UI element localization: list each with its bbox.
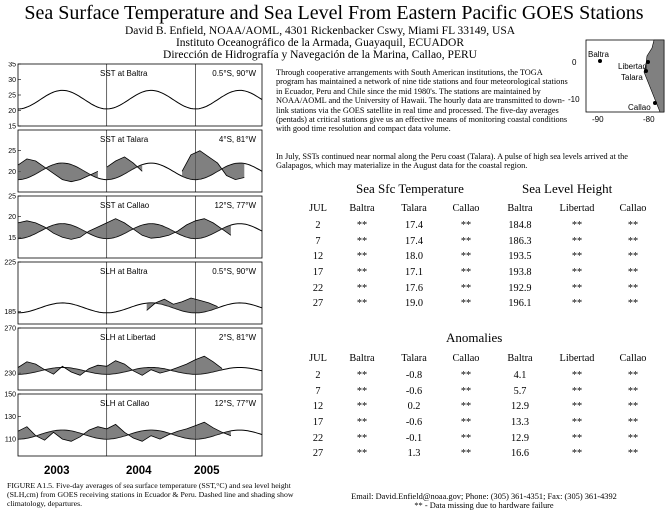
table-cell: 12 (312, 251, 324, 263)
table-cell: ** (571, 417, 583, 429)
table-cell: ** (460, 235, 472, 247)
table-cell: 1.3 (407, 448, 421, 460)
map-ytick-minus10: -10 (568, 95, 580, 104)
table-cell: 17.4 (404, 220, 424, 232)
departure-shading (107, 157, 143, 180)
table-cell: 12 (312, 401, 324, 413)
table-cell: 184.8 (508, 220, 532, 232)
table-cell: 4.1 (513, 370, 527, 382)
map-ytick-0: 0 (572, 58, 577, 67)
table-cell: ** (460, 267, 472, 279)
column-header-3: Callao (452, 202, 480, 214)
table-cell: ** (627, 385, 639, 397)
timeseries-chart (0, 62, 270, 482)
departure-shading (18, 159, 98, 182)
column-header-3: Callao (452, 352, 480, 364)
column-header-6: Callao (619, 352, 647, 364)
values-table (300, 198, 660, 312)
missing-data-note: ** - Data missing due to hardware failure (414, 501, 554, 510)
anomalies-row (300, 384, 660, 400)
table-cell: ** (627, 298, 639, 310)
map-label-callao: Callao (628, 103, 651, 112)
table-cell: ** (571, 235, 583, 247)
table-cell: ** (571, 385, 583, 397)
map-label-baltra: Baltra (588, 50, 609, 59)
column-header-4: Baltra (507, 352, 533, 364)
table-cell: 7 (315, 235, 321, 247)
table-cell: -0.1 (405, 432, 423, 444)
table-cell: ** (460, 282, 472, 294)
y-tick-label: 20 (8, 108, 16, 115)
y-tick-label: 25 (8, 148, 16, 156)
table-cell: ** (356, 235, 368, 247)
table-cell: 186.3 (508, 235, 532, 247)
anomalies-header-row (300, 348, 660, 368)
panel-label: SST at Baltra (100, 69, 148, 78)
timeseries-panels (0, 62, 270, 482)
table-cell: ** (460, 370, 472, 382)
sst-group-header: Sea Sfc Temperature (356, 181, 464, 196)
table-cell: ** (460, 385, 472, 397)
y-tick-label: 185 (4, 309, 16, 317)
column-header-6: Callao (619, 202, 647, 214)
anomalies-row (300, 446, 660, 462)
values-row (300, 234, 660, 250)
table-cell: ** (627, 235, 639, 247)
table-cell: 192.9 (508, 282, 532, 294)
panel-label: SST at Talara (100, 135, 149, 144)
panel-location: 4°S, 81°W (218, 135, 256, 144)
panel-label: SST at Callao (100, 201, 150, 210)
panel-location: 0.5°S, 90°W (212, 69, 256, 78)
table-cell: ** (356, 417, 368, 429)
y-tick-label: 15 (8, 123, 16, 131)
slh-group-header: Sea Level Height (522, 181, 613, 196)
table-cell: ** (571, 251, 583, 263)
table-cell: ** (627, 432, 639, 444)
table-cell: ** (356, 448, 368, 460)
anomalies-table (300, 348, 660, 462)
column-header-4: Baltra (507, 202, 533, 214)
map-dot-baltra (598, 59, 602, 63)
table-cell: 19.0 (404, 298, 424, 310)
values-row (300, 296, 660, 312)
map-label-libertad: Libertad (618, 62, 647, 71)
table-cell: 22 (312, 282, 324, 294)
table-cell: 12.9 (510, 401, 530, 413)
footer-contact (300, 492, 668, 510)
table-cell: 193.5 (508, 251, 532, 263)
map-dot-callao (653, 101, 657, 105)
south-america-coast (644, 40, 664, 112)
table-cell: ** (460, 432, 472, 444)
table-cell: ** (571, 220, 583, 232)
table-cell: 17 (312, 417, 324, 429)
map-xtick-minus90: -90 (592, 115, 604, 124)
values-row (300, 218, 660, 234)
y-tick-label: 15 (8, 234, 16, 242)
contact-email: Email: David.Enfield@noaa.gov; Phone: (305) 361-4351; Fax: (305) 361-4392 (351, 492, 617, 501)
column-header-2: Talara (401, 352, 427, 364)
table-cell: ** (571, 370, 583, 382)
table-cell: 196.1 (508, 298, 532, 310)
column-header-0: JUL (309, 202, 327, 214)
column-header-1: Baltra (349, 352, 375, 364)
y-tick-label: 20 (8, 214, 16, 222)
column-header-5: Libertad (559, 352, 595, 364)
intro-paragraph: Through cooperative arrangements with South American institutions, the TOGA program has maintained a network of nine tide stations and four meteorological stations in Ecuador, Peru and Chile since the mid 1980's. The stations are maintained by NOAA/AOML and the University of Hawaii. The hourly data are transmitted to down-link stations via the GOES satellite in real time and processed. The five-day averages (pentads) at critical stations give us an effective means of monitoring coastal conditions with good time resolution and compact data volume. (276, 68, 568, 134)
column-header-1: Baltra (349, 202, 375, 214)
y-tick-label: 25 (8, 193, 16, 201)
table-cell: ** (356, 385, 368, 397)
table-cell: 2 (315, 220, 321, 232)
anomalies-row (300, 430, 660, 446)
table-cell: ** (627, 220, 639, 232)
anomalies-row (300, 368, 660, 384)
table-cell: 2 (315, 370, 321, 382)
anomalies-row (300, 415, 660, 431)
table-cell: 18.0 (404, 251, 424, 263)
table-cell: ** (460, 220, 472, 232)
summary-paragraph: In July, SSTs continued near normal along the Peru coast (Talara). A pulse of high sea levels arrived at the Galapagos, which may materialize in the August data for the coastal region. (276, 152, 628, 171)
table-cell: ** (571, 448, 583, 460)
table-cell: 5.7 (513, 385, 527, 397)
map-svg (568, 38, 666, 128)
y-tick-label: 25 (8, 92, 16, 100)
map-label-talara: Talara (621, 73, 643, 82)
table-cell: ** (356, 432, 368, 444)
table-cell: ** (356, 298, 368, 310)
table-cell: 27 (312, 298, 324, 310)
column-header-0: JUL (309, 352, 327, 364)
year-label-2005: 2005 (194, 465, 220, 477)
y-tick-label: 30 (8, 77, 16, 84)
panel-label: SLH at Baltra (100, 267, 148, 276)
map-xtick-minus80: -80 (643, 115, 655, 124)
y-tick-label: 110 (4, 436, 16, 444)
table-cell: ** (627, 370, 639, 382)
table-cell: 17.6 (404, 282, 424, 294)
y-tick-label: 270 (4, 325, 16, 333)
year-label-2003: 2003 (44, 465, 70, 477)
table-cell: 27 (312, 448, 324, 460)
panel-label: SLH at Libertad (100, 333, 156, 342)
table-cell: 22 (312, 432, 324, 444)
table-cell: ** (627, 267, 639, 279)
page-title: Sea Surface Temperature and Sea Level From Eastern Pacific GOES Stations (24, 2, 644, 24)
departure-shading (18, 356, 222, 375)
y-tick-label: 230 (4, 370, 16, 378)
values-header-row (300, 198, 660, 218)
table-cell: ** (460, 448, 472, 460)
table-cell: ** (356, 401, 368, 413)
table-cell: 13.3 (510, 417, 530, 429)
anomalies-body (300, 368, 660, 462)
table-cell: ** (571, 432, 583, 444)
values-row (300, 249, 660, 265)
panel-location: 2°S, 81°W (218, 333, 256, 342)
y-tick-label: 225 (4, 259, 16, 267)
column-header-5: Libertad (559, 202, 595, 214)
table-cell: 7 (315, 385, 321, 397)
institution-line-1: Instituto Oceanográfico de la Armada, Guayaquil, ECUADOR (175, 37, 465, 49)
table-cell: ** (571, 267, 583, 279)
table-cell: ** (460, 401, 472, 413)
table-cell: -0.6 (405, 417, 423, 429)
year-label-2004: 2004 (126, 465, 152, 477)
y-tick-label: 35 (8, 62, 16, 69)
table-cell: ** (356, 370, 368, 382)
y-tick-label: 130 (4, 414, 16, 422)
y-tick-label: 150 (4, 391, 16, 399)
values-row (300, 265, 660, 281)
table-cell: ** (627, 417, 639, 429)
table-cell: ** (627, 251, 639, 263)
table-cell: 17 (312, 267, 324, 279)
panel-location: 12°S, 77°W (214, 201, 256, 210)
table-cell: ** (356, 220, 368, 232)
column-header-2: Talara (401, 202, 427, 214)
table-cell: ** (627, 282, 639, 294)
climatology-line (18, 303, 262, 313)
institution-line-2: Dirección de Hidrografía y Navegación de la Marina, Callao, PERU (163, 49, 477, 61)
departure-shading (18, 219, 231, 240)
table-cell: ** (356, 267, 368, 279)
table-cell: ** (460, 251, 472, 263)
y-tick-label: 20 (8, 168, 16, 176)
table-cell: ** (571, 401, 583, 413)
table-cell: -0.8 (405, 370, 423, 382)
table-cell: -0.6 (405, 385, 423, 397)
table-cell: 17.1 (404, 267, 424, 279)
station-map (568, 38, 666, 128)
table-cell: 193.8 (508, 267, 532, 279)
table-cell: 0.2 (407, 401, 421, 413)
panel-location: 12°S, 77°W (214, 399, 256, 408)
climatology-line (18, 90, 262, 109)
table-cell: ** (356, 282, 368, 294)
table-cell: ** (627, 401, 639, 413)
anomalies-row (300, 399, 660, 415)
table-cell: ** (571, 282, 583, 294)
table-cell: 12.9 (510, 432, 530, 444)
author-line: David B. Enfield, NOAA/AOML, 4301 Rickenbacker Cswy, Miami FL 33149, USA (124, 25, 516, 37)
panel-location: 0.5°S, 90°W (212, 267, 256, 276)
anomalies-title: Anomalies (446, 330, 503, 345)
table-cell: ** (571, 298, 583, 310)
table-cell: ** (356, 251, 368, 263)
values-row (300, 280, 660, 296)
departure-shading (147, 298, 218, 313)
values-body (300, 218, 660, 312)
table-cell: 17.4 (404, 235, 424, 247)
table-cell: 16.6 (510, 448, 530, 460)
table-cell: ** (460, 298, 472, 310)
panel-label: SLH at Callao (100, 399, 150, 408)
table-cell: ** (460, 417, 472, 429)
figure-caption: FIGURE A1.5. Five-day averages of sea surface temperature (SST,°C) and sea level height (SLH,cm) from GOES receiving stations in Ecuador & Peru. Dashed line and shading show climatology, departures. (7, 481, 294, 508)
table-cell: ** (627, 448, 639, 460)
